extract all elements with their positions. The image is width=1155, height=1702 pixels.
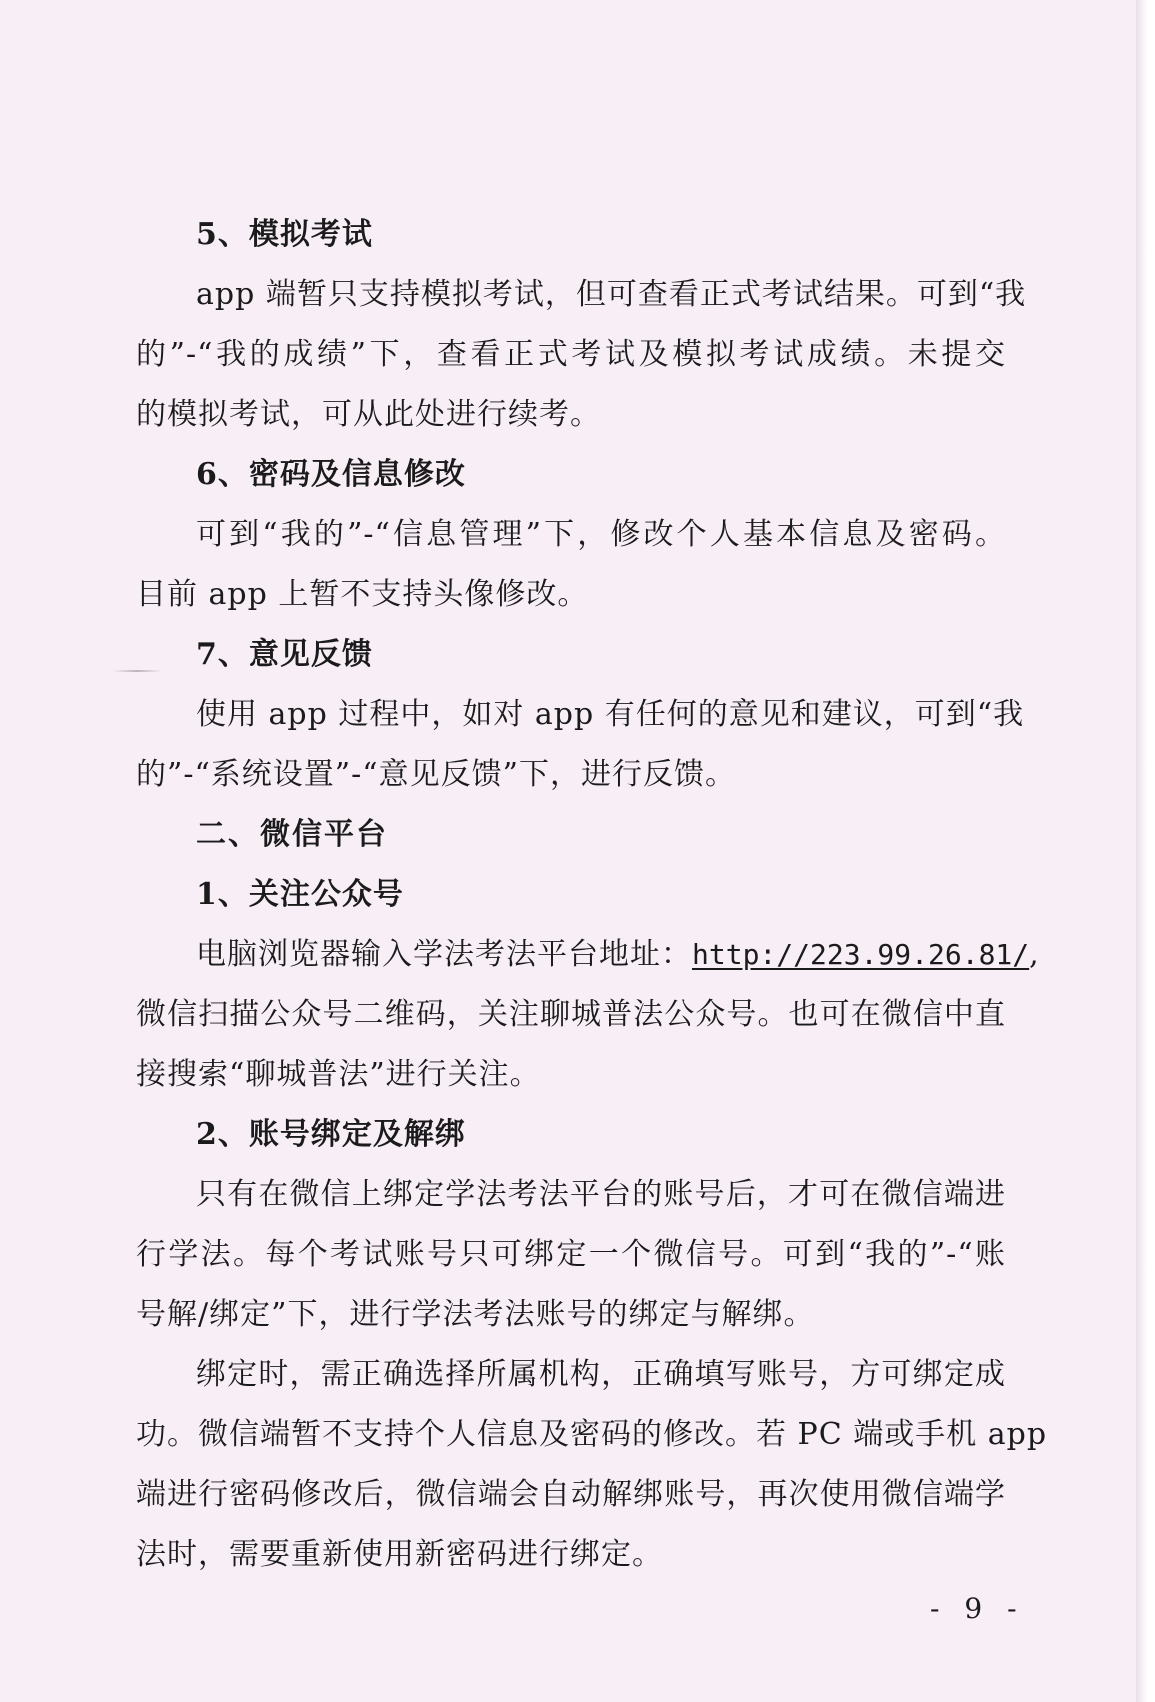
paragraph-line: 只有在微信上绑定学法考法平台的账号后，才可在微信端进 [196, 1177, 1006, 1212]
page-number: - 9 - [930, 1592, 1025, 1625]
paragraph-line-url [136, 925, 1040, 985]
paragraph-line: 功。微信端暂不支持个人信息及密码的修改。若 PC 端或手机 app [136, 1417, 1048, 1452]
paragraph-line: 法时，需要重新使用新密码进行绑定。 [136, 1537, 663, 1572]
section-heading-simulated-exam: 5、模拟考试 [196, 217, 373, 252]
section-heading-follow-account: 1、关注公众号 [196, 877, 404, 912]
chapter-heading-wechat-platform: 二、微信平台 [196, 817, 388, 852]
paragraph-line: 端进行密码修改后，微信端会自动解绑账号，再次使用微信端学 [136, 1477, 1006, 1512]
paragraph-line: 的”-“我的成绩”下，查看正式考试及模拟考试成绩。未提交 [136, 337, 1006, 372]
paragraph-line: 的”-“系统设置”-“意见反馈”下，进行反馈。 [136, 757, 736, 792]
paragraph-line: 号解/绑定”下，进行学法考法账号的绑定与解绑。 [136, 1297, 815, 1332]
paragraph-line: 可到“我的”-“信息管理”下，修改个人基本信息及密码。 [196, 517, 1006, 552]
paragraph-line: 微信扫描公众号二维码，关注聊城普法公众号。也可在微信中直 [136, 997, 1006, 1032]
paragraph-line: 的模拟考试，可从此处进行续考。 [136, 397, 601, 432]
section-heading-account-binding: 2、账号绑定及解绑 [196, 1117, 466, 1152]
paragraph-line: app 端暂只支持模拟考试，但可查看正式考试结果。可到“我 [196, 277, 1027, 312]
paragraph-line: 绑定时，需正确选择所属机构，正确填写账号，方可绑定成 [196, 1357, 1006, 1392]
section-heading-feedback: 7、意见反馈 [196, 637, 373, 672]
url-line-prefix: 电脑浏览器输入学法考法平台地址： [196, 937, 692, 972]
platform-url-link[interactable]: http://223.99.26.81/ [692, 938, 1030, 971]
paragraph-line: 行学法。每个考试账号只可绑定一个微信号。可到“我的”-“账 [136, 1237, 1006, 1272]
paragraph-line: 目前 app 上暂不支持头像修改。 [136, 577, 589, 612]
scan-edge [1136, 0, 1155, 1702]
url-line-suffix: , [1029, 937, 1040, 972]
paragraph-line: 使用 app 过程中，如对 app 有任何的意见和建议，可到“我 [196, 697, 1025, 732]
document-body [136, 205, 1048, 1585]
paragraph-line: 接搜索“聊城普法”进行关注。 [136, 1057, 541, 1092]
section-heading-password-info: 6、密码及信息修改 [196, 457, 466, 492]
